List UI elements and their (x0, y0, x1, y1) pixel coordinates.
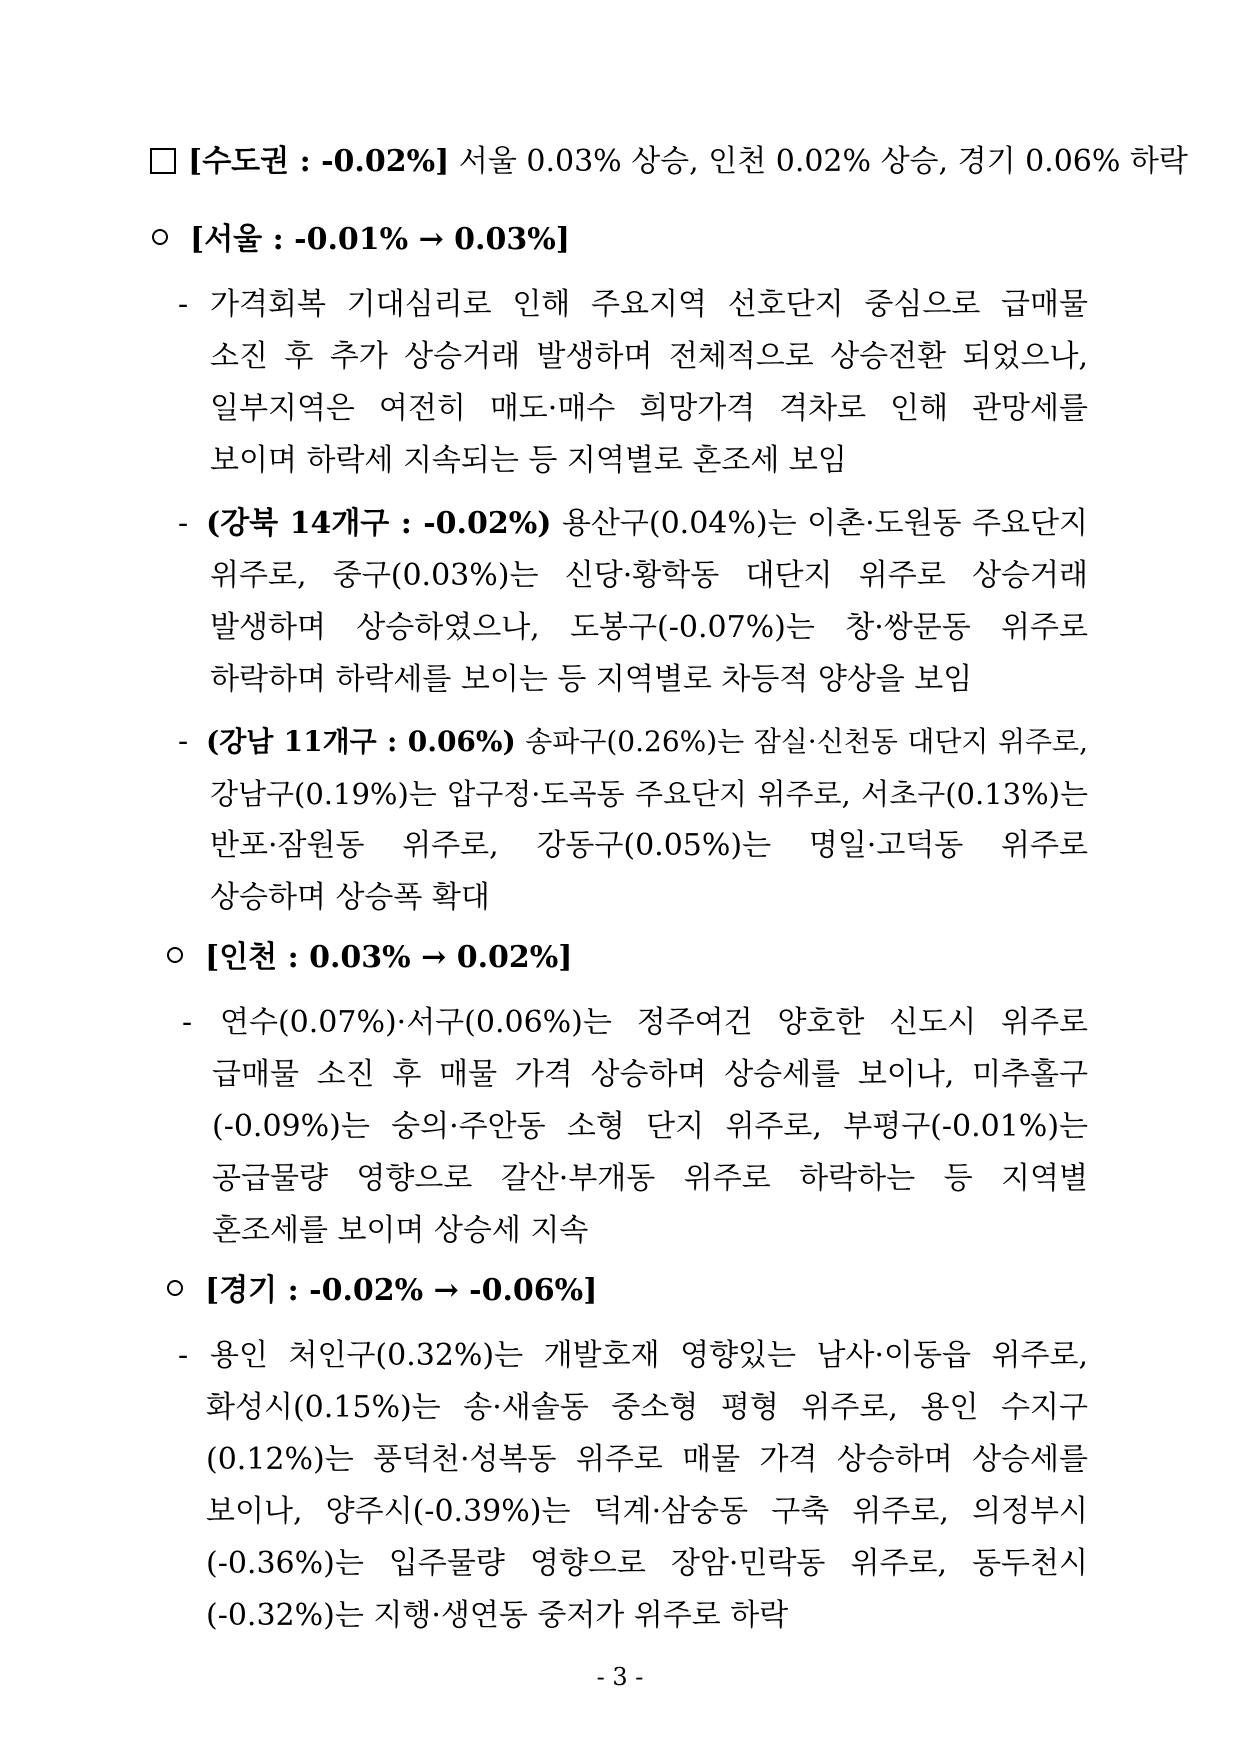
gyeonggi-bullet1-line5: (-0.36%)는 입주물량 영향으로 장암·민락동 위주로, 동두천시 (206, 1546, 1088, 1581)
seoul-bullet3-line4: 상승하며 상승폭 확대 (210, 880, 490, 915)
circle-bullet-icon (152, 229, 168, 245)
gyeonggi-bullet1-line4: 보이나, 양주시(-0.39%)는 덕계·삼숭동 구축 위주로, 의정부시 (206, 1494, 1088, 1529)
seoul-bullet1-line2: 소진 후 추가 상승거래 발생하며 전체적으로 상승전환 되었으나, (210, 339, 1088, 374)
seoul-bullet2-line4: 하락하며 하락세를 보이는 등 지역별로 차등적 양상을 보임 (210, 662, 973, 697)
gyeonggi-heading: [경기 : -0.02% → -0.06%] (167, 1271, 597, 1311)
incheon-bullet1-line4: 공급물량 영향으로 갈산·부개동 위주로 하락하는 등 지역별 (212, 1161, 1088, 1196)
gyeonggi-bullet1-line3: (0.12%)는 풍덕천·성복동 위주로 매물 가격 상승하며 상승세를 (206, 1442, 1088, 1477)
dash-bullet: - (178, 1338, 189, 1373)
gyeonggi-bullet1-line1: 용인 처인구(0.32%)는 개발호재 영향있는 남사·이동읍 위주로, (210, 1338, 1088, 1373)
seoul-bullet1-line3: 일부지역은 여전히 매도·매수 희망가격 격차로 인해 관망세를 (210, 391, 1088, 426)
dash-bullet: - (182, 1005, 193, 1040)
seoul-bullet1-line4: 보이며 하락세 지속되는 등 지역별로 혼조세 보임 (210, 443, 847, 478)
incheon-bullet1-line2: 급매물 소진 후 매물 가격 상승하며 상승세를 보이나, 미추홀구 (212, 1057, 1088, 1092)
seoul-bullet3-line2: 강남구(0.19%)는 압구정·도곡동 주요단지 위주로, 서초구(0.13%)는 (210, 777, 1088, 811)
incheon-heading: [인천 : 0.03% → 0.02%] (167, 938, 572, 978)
gyeonggi-bullet1-line6: (-0.32%)는 지행·생연동 중저가 위주로 하락 (206, 1598, 789, 1633)
seoul-bullet2-line1: (강북 14개구 : -0.02%) 용산구(0.04%)는 이촌·도원동 주요단지 (206, 506, 1088, 541)
circle-bullet-icon (167, 947, 183, 963)
seoul-bullet3-line3: 반포·잠원동 위주로, 강동구(0.05%)는 명일·고덕동 위주로 (210, 828, 1088, 863)
seoul-bullet3-line1: (강남 11개구 : 0.06%) 송파구(0.26%)는 잠실·신천동 대단지 위주로, (206, 725, 1088, 758)
dash-bullet: - (178, 506, 189, 541)
seoul-heading: [서울 : -0.01% → 0.03%] (152, 220, 570, 260)
checkbox-square-icon (150, 148, 176, 174)
seoul-bullet2-line3: 발생하며 상승하였으나, 도봉구(-0.07%)는 창·쌍문동 위주로 (210, 610, 1088, 645)
incheon-bullet1-line1: 연수(0.07%)·서구(0.06%)는 정주여건 양호한 신도시 위주로 (220, 1005, 1088, 1040)
dash-bullet: - (178, 724, 189, 759)
seoul-bullet2-line2: 위주로, 중구(0.03%)는 신당·황학동 대단지 위주로 상승거래 (210, 558, 1088, 593)
seoul-bullet1-line1: 가격회복 기대심리로 인해 주요지역 선호단지 중심으로 급매물 (210, 287, 1088, 322)
dash-bullet: - (178, 287, 189, 322)
section-heading: [수도권 : -0.02%] 서울 0.03% 상승, 인천 0.02% 상승, 경기 0.06% 하락 (150, 142, 1188, 182)
page-number: - 3 - (596, 1663, 644, 1691)
incheon-bullet1-line5: 혼조세를 보이며 상승세 지속 (212, 1213, 589, 1248)
incheon-bullet1-line3: (-0.09%)는 숭의·주안동 소형 단지 위주로, 부평구(-0.01%)는 (212, 1109, 1088, 1144)
circle-bullet-icon (167, 1280, 183, 1296)
gyeonggi-bullet1-line2: 화성시(0.15%)는 송·새솔동 중소형 평형 위주로, 용인 수지구 (206, 1390, 1088, 1425)
